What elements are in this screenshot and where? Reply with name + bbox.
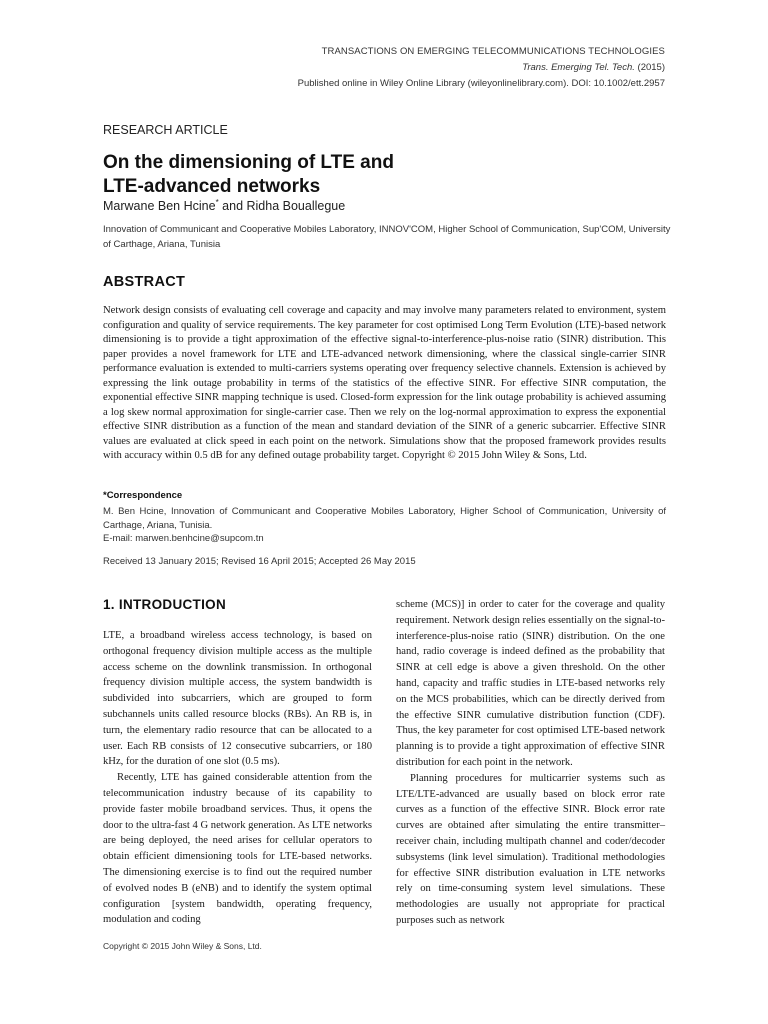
journal-name: TRANSACTIONS ON EMERGING TELECOMMUNICATIONS TECHNOLOGIES <box>321 46 665 57</box>
title-line-2: LTE-advanced networks <box>103 176 321 197</box>
author-1: Marwane Ben Hcine <box>103 199 216 214</box>
corresponding-mark: * <box>215 198 219 207</box>
right-column <box>396 597 665 929</box>
journal-citation <box>298 60 665 76</box>
correspondence-text: M. Ben Hcine, Innovation of Communicant and Cooperative Mobiles Laboratory, Higher School of Communication, University of Carthage, Ariana, Tunisia. <box>103 506 666 531</box>
correspondence-email[interactable]: E-mail: marwen.benhcine@supcom.tn <box>103 533 264 544</box>
article-type: RESEARCH ARTICLE <box>103 123 228 137</box>
journal-header <box>298 44 665 92</box>
intro-paragraph-4: Planning procedures for multicarrier systems such as LTE/LTE-advanced are usually based on block error rate curves as a function of the effective SINR. Block error rate curves are obtained after simulating the entire transmitter–receiver chain, including multipath channel and coder/decoder subsystems (link level simulation). Traditional methodologies for effective SINR distribution evaluation in LTE networks rely on time-consuming system level simulations. These methodologies are usually not appropriate for practical purposes such as network <box>396 772 665 926</box>
intro-paragraph-3: scheme (MCS)] in order to cater for the coverage and quality requirement. Network design relies essentially on the signal-to-interference-plus-noise ratio (SINR) distribution. On the one hand, radio coverage is indeed defined as the probability that SINR at cell edge is above a given threshold. On the other hand, capacity and traffic studies in LTE-based networks rely on the MCS probabilities, which can be directly derived from the effective SINR cumulative distribution function (CDF). Thus, the key parameter for cost optimised LTE-based network planning is to provide a tight approximation of effective SINR distribution for each point in the network. <box>396 599 665 768</box>
abstract-text: Network design consists of evaluating cell coverage and capacity and may involve many parameters related to environment, system configuration and quality of service requirements. The key parameter for cost optimised Long Term Evolution (LTE)-based network dimensioning is to provide a tight approximation of the effective signal-to-interference-plus-noise ratio (SINR) distribution. This paper provides a novel framework for LTE and LTE-advanced network dimensioning, where the classical single-carrier SINR performance evaluation is extended to multi-carriers systems operating over frequency selective channels. Extension is achieved by expressing the link outage probability in terms of the statistics of the effective SINR. For effective SINR computation, the exponential effective SINR mapping technique is used. Closed-form expression for the link outage probability is achieved assuming a log skew normal approximation for single-carrier case. Then we rely on the log-normal approximation to express the exponential effective SINR distribution as a function of the mean and standard deviation of the SINR of a generic subcarrier. Effective SINR values are evaluated at click speed in each point on the network. Simulations show that the proposed framework provides results with accuracy within 0.5 dB for any defined outage probability target. Copyright © 2015 John Wiley & Sons, Ltd. <box>103 305 666 461</box>
author-join: and <box>218 199 247 214</box>
authors <box>103 198 345 213</box>
left-column <box>103 628 372 928</box>
journal-year: (2015) <box>637 62 665 73</box>
intro-paragraph-2: Recently, LTE has gained considerable attention from the telecommunication industry because of its capability to provide faster mobile broadband services. Thus, it opens the door to the ultra-fast 4 G network generation. As LTE networks are being deployed, the need arises for cellular operators to obtain efficient dimensioning tools for LTE-based networks. The dimensioning exercise is to find out the required number of evolved nodes B (eNB) and to identify the system optimal configuration [system bandwidth, operating frequency, modulation and coding <box>103 772 372 926</box>
journal-abbrev: Trans. Emerging Tel. Tech. <box>522 62 635 73</box>
published-line: Published online in Wiley Online Library (wileyonlinelibrary.com). DOI: 10.1002/ett.2957 <box>297 78 665 89</box>
affiliation: Innovation of Communicant and Cooperative Mobiles Laboratory, INNOV'COM, Higher School of Communication, Sup'COM, University of Carthage, Ariana, Tunisia <box>103 224 671 250</box>
correspondence-heading: *Correspondence <box>103 490 183 501</box>
received-dates: Received 13 January 2015; Revised 16 April 2015; Accepted 26 May 2015 <box>103 556 416 567</box>
intro-paragraph-1: LTE, a broadband wireless access technology, is based on orthogonal frequency division multiple access as the multiple access scheme on the downlink transmission. In orthogonal frequency division multiple access, the system bandwidth is subdivided into subcarriers, which are grouped to form subchannels units called resource blocks (RBs). An RB is, in turn, the elementary radio resource that can be allocated to a user. Each RB consists of 12 consecutive subcarriers, or 180 kHz, for the duration of one slot (0.5 ms). <box>103 630 372 768</box>
abstract-heading: ABSTRACT <box>103 274 186 290</box>
article-title <box>103 151 663 199</box>
footer-copyright: Copyright © 2015 John Wiley & Sons, Ltd. <box>103 941 262 951</box>
author-2: Ridha Bouallegue <box>246 199 346 214</box>
introduction-heading: 1. INTRODUCTION <box>103 597 227 612</box>
title-line-1: On the dimensioning of LTE and <box>103 152 394 173</box>
